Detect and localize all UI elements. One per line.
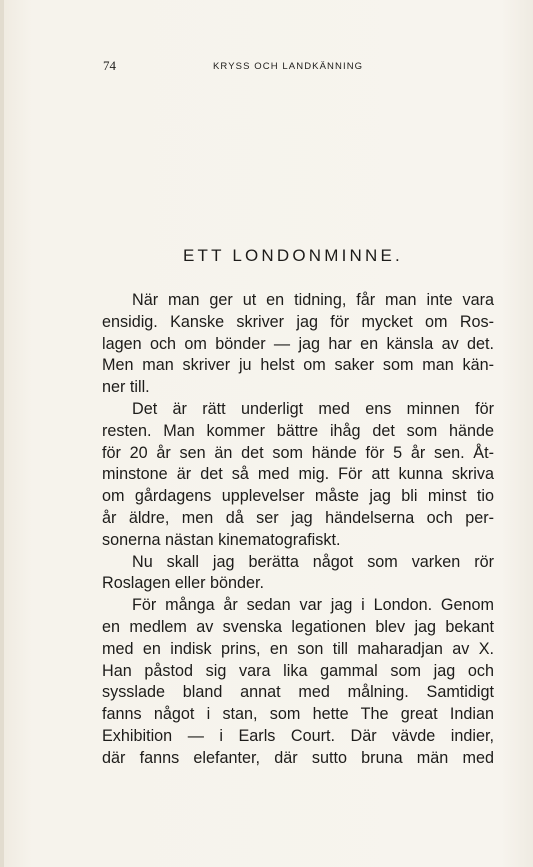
text-line: ensidig. Kanske skriver jag för mycket om Ros- [102, 312, 494, 331]
text-line: Men man skriver ju helst om saker som man kän- [102, 356, 494, 375]
text-line: med en indisk prins, en son till maharadjan av X. [102, 639, 494, 658]
text-line: Det är rätt underligt med ens minnen för [132, 399, 494, 418]
text-line: minstone är det så med mig. För att kunna skriva [102, 465, 494, 484]
text-line: ner till. [102, 378, 150, 397]
text-line: Exhibition — i Earls Court. Där vävde indier, [102, 726, 494, 745]
running-head: KRYSS OCH LANDKÄNNING [213, 61, 364, 72]
chapter-title: ETT LONDONMINNE. [183, 246, 403, 265]
page-edge [0, 0, 4, 867]
text-line: om gårdagens upplevelser måste jag bli minst tio [102, 487, 494, 506]
text-line: Roslagen eller bönder. [102, 574, 264, 593]
text-line: Han påstod sig vara lika gammal som jag och [102, 661, 494, 680]
text-line: år äldre, men då ser jag händelserna och per- [102, 508, 494, 527]
page-header [103, 58, 498, 74]
text-line: resten. Man kommer bättre ihåg det som hände [102, 421, 494, 440]
text-line: en medlem av svenska legationen blev jag bekant [102, 617, 494, 636]
body-text [102, 290, 494, 770]
page-number: 74 [103, 58, 116, 73]
text-line: fanns något i stan, som hette The great Indian [102, 705, 494, 724]
text-line: lagen och om bönder — jag har en känsla av det. [102, 334, 494, 353]
text-line: För många år sedan var jag i London. Genom [132, 596, 494, 615]
text-line: sysslade bland annat med målning. Samtidigt [102, 683, 494, 702]
text-line: sonerna nästan kinematografiskt. [102, 530, 341, 549]
text-line: där fanns elefanter, där sutto bruna män med [102, 748, 494, 767]
text-line: för 20 år sen än det som hände för 5 år sen. Åt- [102, 443, 494, 462]
text-line: När man ger ut en tidning, får man inte vara [132, 291, 494, 309]
text-line: Nu skall jag berätta något som varken rör [132, 552, 494, 571]
